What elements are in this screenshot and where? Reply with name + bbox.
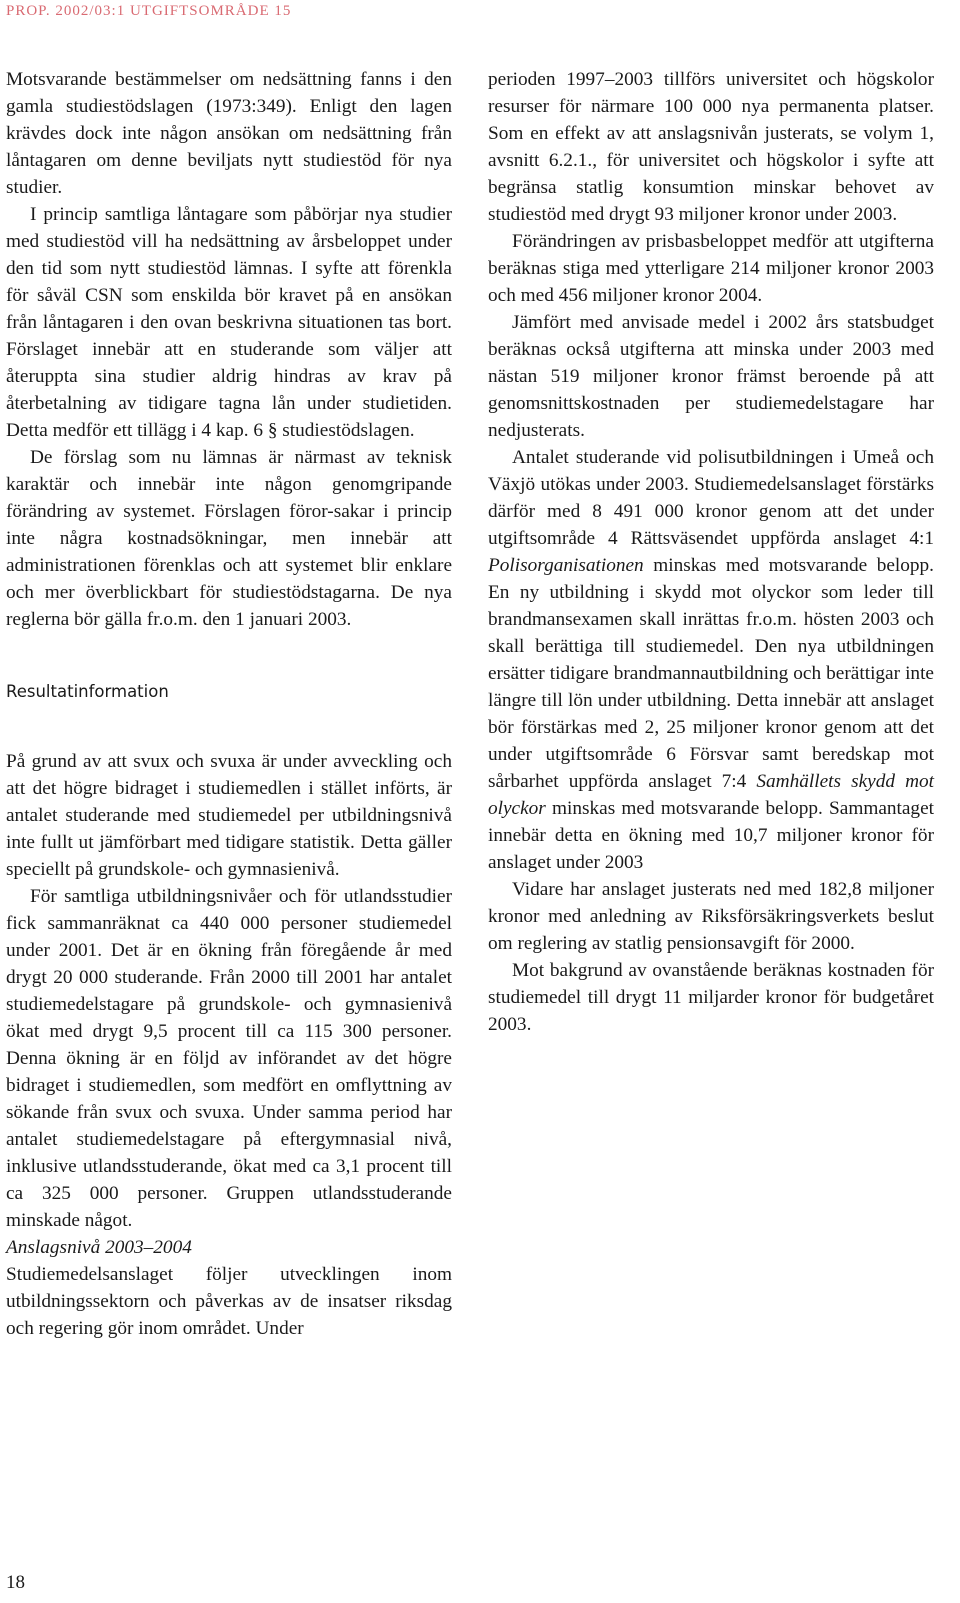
text-run: Antalet studerande vid polisutbildningen i Umeå och Växjö utökas under 2003. Studiemedelsanslaget förstärks därför med 8 491 000 kronor genom att det under utgiftsområde 4 Rättsväsendet uppförda anslaget 4:1: [488, 447, 934, 549]
right-column: [488, 66, 934, 1038]
italic-term: Samhällets skydd mot olyckor: [488, 771, 934, 819]
left-column: [6, 66, 452, 1342]
subsection-heading: Anslagsnivå 2003–2004: [6, 1237, 192, 1258]
paragraph: Jämfört med anvisade medel i 2002 års statsbudget beräknas också utgifterna att minska under 2003 med nästan 519 miljoner kronor främst beroende på att genomsnittskostnaden per studiemedelstagare har nedjusterats.: [488, 312, 934, 441]
paragraph: Förändringen av prisbasbeloppet medför att utgifterna beräknas stiga med ytterligare 214 miljoner kronor 2003 och med 456 miljoner kronor 2004.: [488, 231, 934, 306]
paragraph: De förslag som nu lämnas är närmast av teknisk karaktär och innebär inte någon genomgripande förändring av systemet. Förslagen föror-sakar i princip inte några kostnadsökningar, men innebär att administrationen förenklas och att systemet blir enklare och mer överblickbart för studiestödstagarna. De nya reglerna bör gälla fr.o.m. den 1 januari 2003.: [6, 447, 452, 630]
paragraph: [488, 444, 934, 876]
italic-term: Polisorganisationen: [488, 555, 644, 576]
text-run: minskas med motsvarande belopp. En ny utbildning i skydd mot olyckor som leder till brandmansexamen skall inrättas fr.o.m. hösten 2003 och skall berättiga till studiemedel. Den nya utbildningen ersätter tidigare brandmannautbildning och berättigar inte längre till lön under utbildning. Detta innebär att anslaget bör förstärkas med 2, 25 miljoner kronor genom att det under utgiftsområde 6 Försvar samt beredskap mot sårbarhet uppförda anslaget 7:4: [488, 555, 934, 792]
paragraph: I princip samtliga låntagare som påbörjar nya studier med studiestöd vill ha nedsättning av årsbeloppet under den tid som nytt studiestöd lämnas. I syfte att förenkla för såväl CSN som enskilda bör kravet på en ansökan från låntagaren i den ovan beskrivna situationen tas bort. Förslaget innebär att en studerande som väljer att återuppta sina studier aldrig hindras av krav på återbetalning av tidigare tagna lån under studietiden. Detta medför ett tillägg i 4 kap. 6 § studiestödslagen.: [6, 204, 452, 441]
paragraph: På grund av att svux och svuxa är under avveckling och att det högre bidraget i studiemedlen i stället införts, är antalet studerande med studiemedel per utbildningsnivå inte fullt ut jämförbart med tidigare statistik. Detta gäller speciellt på grundskole- och gymnasienivå.: [6, 751, 452, 880]
text-run: minskas med motsvarande belopp. Sammantaget innebär detta en ökning med 10,7 miljoner kronor för anslaget under 2003: [488, 798, 934, 873]
paragraph: perioden 1997–2003 tillförs universitet och högskolor resurser för närmare 100 000 nya permanenta platser. Som en effekt av att anslagsnivån justerats, se volym 1, avsnitt 6.2.1., för universitet och högskolor i syfte att begränsa statlig konsumtion minskar behovet av studiestöd med drygt 93 miljoner kronor under 2003.: [488, 69, 934, 225]
page-number: 18: [6, 1572, 25, 1593]
running-header: PROP. 2002/03:1 UTGIFTSOMRÅDE 15: [6, 3, 292, 19]
paragraph: Motsvarande bestämmelser om nedsättning fanns i den gamla studiestödslagen (1973:349). Enligt den lagen krävdes dock inte någon ansökan om nedsättning från låntagaren om denne beviljats nytt studiestöd för nya studier.: [6, 69, 452, 198]
paragraph: För samtliga utbildningsnivåer och för utlandsstudier fick sammanräknat ca 440 000 personer studiemedel under 2001. Det är en ökning från föregående år med drygt 20 000 studerande. Från 2000 till 2001 har antalet studiemedelstagare på grundskole- och gymnasienivå ökat med drygt 9,5 procent till ca 115 300 personer. Denna ökning är en följd av införandet av det högre bidraget i studiemedlen, som medfört en omflyttning av sökande från svux och svuxa. Under samma period har antalet studiemedelstagare på eftergymnasial nivå, inklusive utlandsstuderande, ökat med ca 3,1 procent till ca 325 000 personer. Gruppen utlandsstuderande minskade något.: [6, 886, 452, 1231]
section-heading: Resultatinformation: [6, 682, 169, 701]
paragraph: Vidare har anslaget justerats ned med 182,8 miljoner kronor med anledning av Riksförsäkringsverkets beslut om reglering av statlig pensionsavgift för 2000.: [488, 879, 934, 954]
paragraph: Mot bakgrund av ovanstående beräknas kostnaden för studiemedel till drygt 11 miljarder kronor för budgetåret 2003.: [488, 960, 934, 1035]
paragraph: Studiemedelsanslaget följer utvecklingen inom utbildningssektorn och påverkas av de insatser riksdag och regering gör inom området. Under: [6, 1264, 452, 1339]
